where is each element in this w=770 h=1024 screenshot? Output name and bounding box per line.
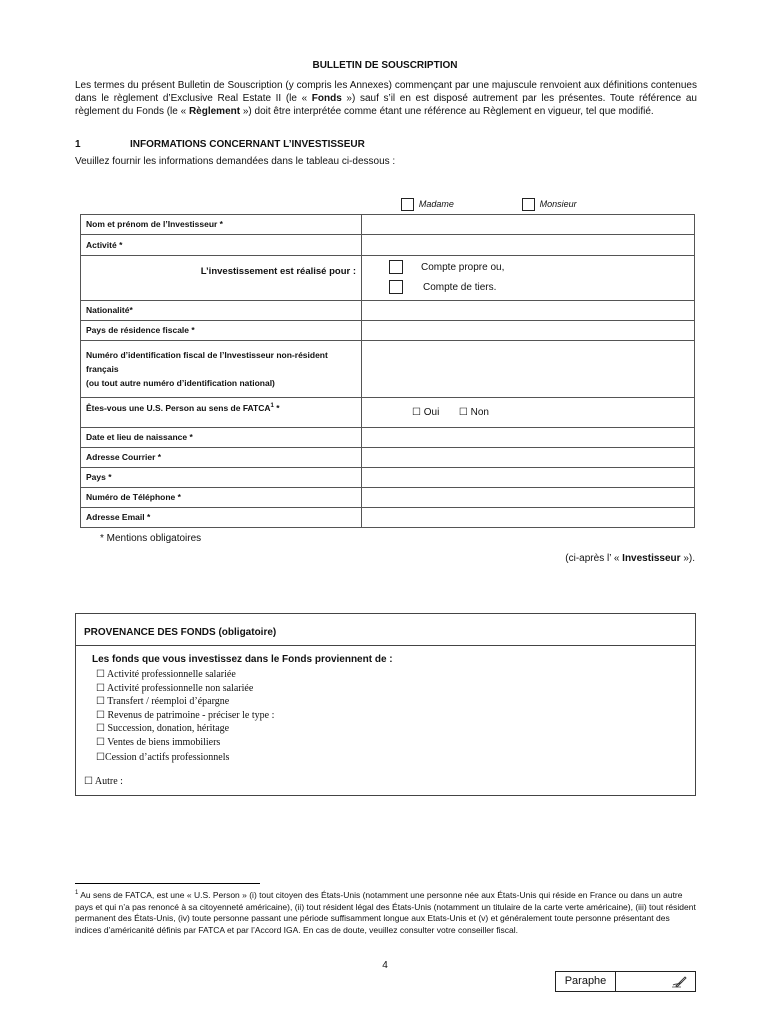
nationalite-label: Nationalité* xyxy=(81,300,362,320)
intro-paragraph xyxy=(75,79,697,118)
investissement-label: L’investissement est réalisé pour : xyxy=(81,255,362,300)
intro-text-1: Les termes du présent Bulletin de Souscription (y compris les Annexes) commençant par une majuscule renvoient aux définitions contenues dans le règlement d’Exclusive Real Estate II (le « xyxy=(75,80,697,104)
signature-pen-icon xyxy=(671,974,687,988)
page-title: BULLETIN DE SOUSCRIPTION xyxy=(312,60,458,71)
mentions-obligatoires: * Mentions obligatoires xyxy=(100,533,202,544)
section-1-heading xyxy=(75,139,365,150)
email-label: Adresse Email * xyxy=(81,507,362,527)
madame-label: Madame xyxy=(418,199,454,209)
instruction-text: Veuillez fournir les informations demandées dans le tableau ci-dessous : xyxy=(75,156,396,167)
num-fiscal-field[interactable] xyxy=(362,340,695,397)
non-option[interactable]: ☐ Non xyxy=(458,406,489,418)
footnote-divider xyxy=(75,883,260,884)
adresse-field[interactable] xyxy=(362,447,695,467)
footnote xyxy=(75,888,697,937)
compte-tiers-option xyxy=(389,278,689,298)
num-fiscal-label-line2: (ou tout autre numéro d’identification national) xyxy=(86,377,275,388)
activite-label: Activité * xyxy=(81,234,362,255)
compte-propre-checkbox[interactable] xyxy=(389,260,403,274)
us-person-options xyxy=(362,397,695,427)
monsieur-checkbox[interactable] xyxy=(522,198,535,211)
provenance-option-succession[interactable]: ☐ Succession, donation, héritage xyxy=(96,723,230,734)
pays-fiscal-label: Pays de résidence fiscale * xyxy=(81,320,362,340)
investor-form-table xyxy=(80,196,695,528)
naissance-label: Date et lieu de naissance * xyxy=(81,427,362,447)
page-number: 4 xyxy=(382,960,388,971)
nationalite-field[interactable] xyxy=(362,300,695,320)
provenance-option-ventes[interactable]: ☐ Ventes de biens immobiliers xyxy=(96,736,221,748)
provenance-option-revenus[interactable]: ☐ Revenus de patrimoine - préciser le type : xyxy=(96,709,275,721)
provenance-option-autre[interactable]: ☐ Autre : xyxy=(84,776,123,787)
num-fiscal-label-line1: Numéro d’identification fiscal de l’Investisseur non-résident français xyxy=(86,349,328,374)
intro-text-3: ») doit être interprétée comme étant une référence au Règlement en vigueur, tel que modifié. xyxy=(240,106,654,117)
ci-apres-investisseur: Investisseur xyxy=(622,553,681,564)
pays-label: Pays * xyxy=(81,467,362,487)
intro-fonds: Fonds xyxy=(311,93,342,104)
pays-field[interactable] xyxy=(362,467,695,487)
us-person-footnote-mark: 1 xyxy=(270,402,274,409)
provenance-header xyxy=(76,614,695,646)
intro-reglement: Règlement xyxy=(188,106,241,117)
civility-cell xyxy=(362,196,695,214)
provenance-box xyxy=(75,613,696,796)
provenance-option-cession[interactable]: ☐Cession d’actifs professionnels xyxy=(96,752,230,763)
provenance-option-salariee[interactable]: ☐ Activité professionnelle salariée xyxy=(96,669,236,680)
activite-field[interactable] xyxy=(362,234,695,255)
ci-apres-after: »). xyxy=(680,553,695,564)
us-person-text: Êtes-vous une U.S. Person au sens de FATCA xyxy=(86,402,271,413)
paraphe-box xyxy=(555,971,696,992)
email-field[interactable] xyxy=(362,507,695,527)
ci-apres-text xyxy=(565,553,695,564)
num-fiscal-label xyxy=(81,340,362,397)
pays-fiscal-field[interactable] xyxy=(362,320,695,340)
investissement-options xyxy=(362,255,695,300)
telephone-label: Numéro de Téléphone * xyxy=(81,487,362,507)
monsieur-label: Monsieur xyxy=(539,199,577,209)
provenance-title: PROVENANCE DES FONDS (obligatoire) xyxy=(84,627,277,638)
section-1-title: INFORMATIONS CONCERNANT L’INVESTISSEUR xyxy=(130,139,365,150)
compte-tiers-label: Compte de tiers. xyxy=(423,281,497,293)
compte-tiers-checkbox[interactable] xyxy=(389,280,403,294)
naissance-field[interactable] xyxy=(362,427,695,447)
nom-label: Nom et prénom de l’Investisseur * xyxy=(81,214,362,234)
madame-checkbox[interactable] xyxy=(401,198,414,211)
provenance-question: Les fonds que vous investissez dans le Fonds proviennent de : xyxy=(92,654,393,665)
provenance-option-transfert[interactable]: ☐ Transfert / réemploi d’épargne xyxy=(96,696,230,707)
telephone-field[interactable] xyxy=(362,487,695,507)
oui-option[interactable]: ☐ Oui xyxy=(412,406,440,418)
footnote-text: Au sens de FATCA, est une « U.S. Person » (i) tout citoyen des États-Unis (notamment une personne née aux États-Unis qui réside en France ou dans un autre pays et qui n’a pas renoncé à sa citoyenneté américaine), (ii) tout résident légal des États-Unis (notamment un titulaire de la carte verte américaine), (iii) tout résident permanent des États-Unis, (iv) toute personne passant une période suffisamment longue aux Etats-Unis et (v) et généralement toute personne présentant des indices d’américanité définis par FATCA et par l’Accord IGA. En cas de doute, veuillez consulter votre conseiller fiscal. xyxy=(75,889,696,936)
intro-text-2: ») sauf s’il en est disposé autrement par les présentes. Toute référence au règlement du Fonds (le « xyxy=(75,93,697,117)
nom-field[interactable] xyxy=(362,214,695,234)
us-person-star: * xyxy=(273,402,280,413)
ci-apres-before: (ci-après l’ « xyxy=(565,553,623,564)
footnote-mark: 1 xyxy=(75,890,79,896)
us-person-label xyxy=(81,397,362,427)
compte-propre-option xyxy=(389,258,689,278)
section-1-number: 1 xyxy=(75,139,81,150)
adresse-label: Adresse Courrier * xyxy=(81,447,362,467)
paraphe-label: Paraphe xyxy=(556,972,616,991)
provenance-option-non-salariee[interactable]: ☐ Activité professionnelle non salariée xyxy=(96,682,254,694)
compte-propre-label: Compte propre ou, xyxy=(421,261,505,273)
provenance-options xyxy=(96,668,274,765)
